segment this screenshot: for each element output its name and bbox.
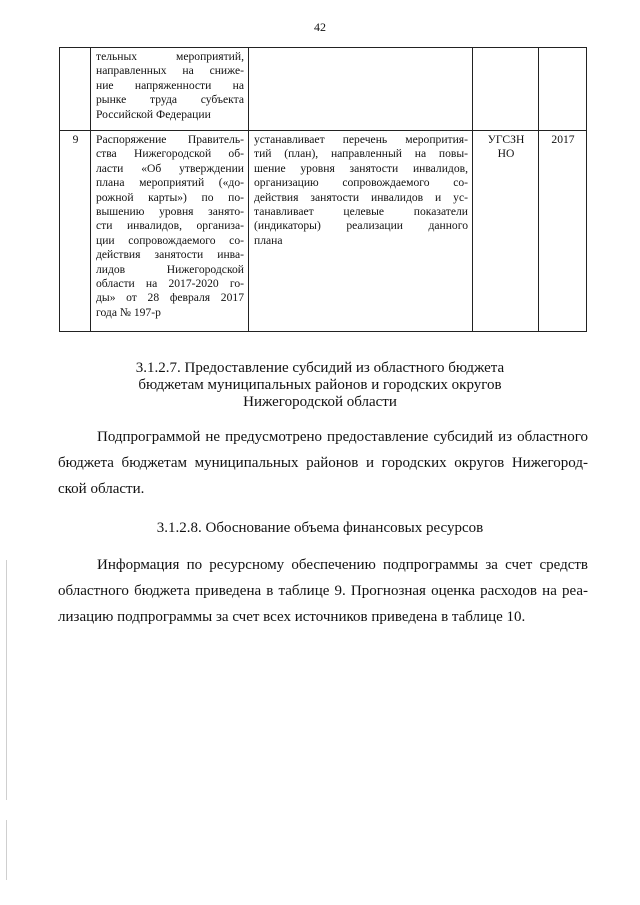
section-heading-3-1-2-7 bbox=[0, 360, 640, 411]
measures-table bbox=[59, 47, 587, 332]
action-cell bbox=[249, 48, 473, 131]
text-line: ства Нижегородской об- bbox=[96, 147, 244, 161]
text-line: областного бюджета приведена в таблице 9. Прогнозная оценка расходов на реа- bbox=[58, 583, 588, 599]
text-line: танавливает целевые показатели bbox=[254, 205, 468, 219]
document-cell bbox=[91, 48, 249, 131]
text-line: бюджета бюджетам муниципальных районов и городских округов Нижегород- bbox=[58, 455, 588, 471]
paragraph-financing bbox=[58, 552, 588, 630]
text-line: года № 197-р bbox=[96, 305, 161, 319]
text-line: лидов Нижегородской bbox=[96, 262, 244, 276]
text-line: Распоряжение Правитель- bbox=[96, 133, 244, 146]
document-cell bbox=[91, 131, 249, 332]
row-number-cell: 9 bbox=[60, 131, 91, 332]
text-line: (индикаторы) реализации данного bbox=[254, 219, 468, 233]
text-line: направленных на сниже- bbox=[96, 64, 244, 78]
scan-edge-mark bbox=[6, 820, 7, 880]
text-line: действия занятости инва- bbox=[96, 248, 244, 262]
text-line: плана мероприятий («до- bbox=[96, 176, 244, 190]
heading-line: Нижегородской области bbox=[243, 394, 397, 410]
text-line: НО bbox=[497, 147, 515, 161]
section-heading-3-1-2-8: 3.1.2.8. Обоснование объема финансовых ресурсов bbox=[156, 520, 484, 536]
text-line: тий (план), направленный на повы- bbox=[254, 147, 468, 161]
executor-cell bbox=[473, 48, 539, 131]
table-row bbox=[60, 131, 587, 332]
text-line: Информация по ресурсному обеспечению подпрограммы за счет средств bbox=[97, 557, 588, 573]
text-line: ции сопровождаемого со- bbox=[96, 233, 244, 247]
text-line: рынке труда субъекта bbox=[96, 93, 244, 107]
text-line: организацию сопровождаемого со- bbox=[254, 176, 468, 190]
text-line: действия занятости инвалидов и ус- bbox=[254, 190, 468, 204]
action-cell bbox=[249, 131, 473, 332]
text-line: устанавливает перечень меропрития- bbox=[254, 133, 468, 146]
text-line: шение уровня занятости инвалидов, bbox=[254, 161, 468, 175]
text-line: сти инвалидов, организа- bbox=[96, 219, 244, 233]
heading-line: бюджетам муниципальных районов и городских округов bbox=[138, 377, 502, 393]
text-line: области на 2017-2020 го- bbox=[96, 277, 244, 291]
text-line: лизацию подпрограммы за счет всех источников приведена в таблице 10. bbox=[58, 609, 526, 625]
text-line: Подпрограммой не предусмотрено предоставление субсидий из областного bbox=[97, 429, 588, 445]
text-line: тельных мероприятий, bbox=[96, 50, 244, 63]
text-line: ласти «Об утверждении bbox=[96, 161, 244, 175]
table-row bbox=[60, 48, 587, 131]
text-line: Российской Федерации bbox=[96, 107, 211, 121]
year-cell: 2017 bbox=[539, 131, 587, 332]
text-line: вышению уровня занято- bbox=[96, 205, 244, 219]
text-line: рожной карты») по по- bbox=[96, 190, 244, 204]
year-cell bbox=[539, 48, 587, 131]
scan-edge-mark bbox=[6, 560, 7, 800]
text-line: ние напряженности на bbox=[96, 78, 244, 92]
heading-line: 3.1.2.7. Предоставление субсидий из областного бюджета bbox=[135, 360, 505, 376]
text-line: ды» от 28 февраля 2017 bbox=[96, 291, 244, 305]
row-number-cell bbox=[60, 48, 91, 131]
text-line: УГСЗН bbox=[487, 133, 525, 146]
executor-cell bbox=[473, 131, 539, 332]
page-number: 42 bbox=[314, 20, 326, 34]
text-line: ской области. bbox=[58, 481, 145, 497]
paragraph-subsidies bbox=[58, 424, 588, 502]
text-line: плана bbox=[254, 233, 283, 247]
